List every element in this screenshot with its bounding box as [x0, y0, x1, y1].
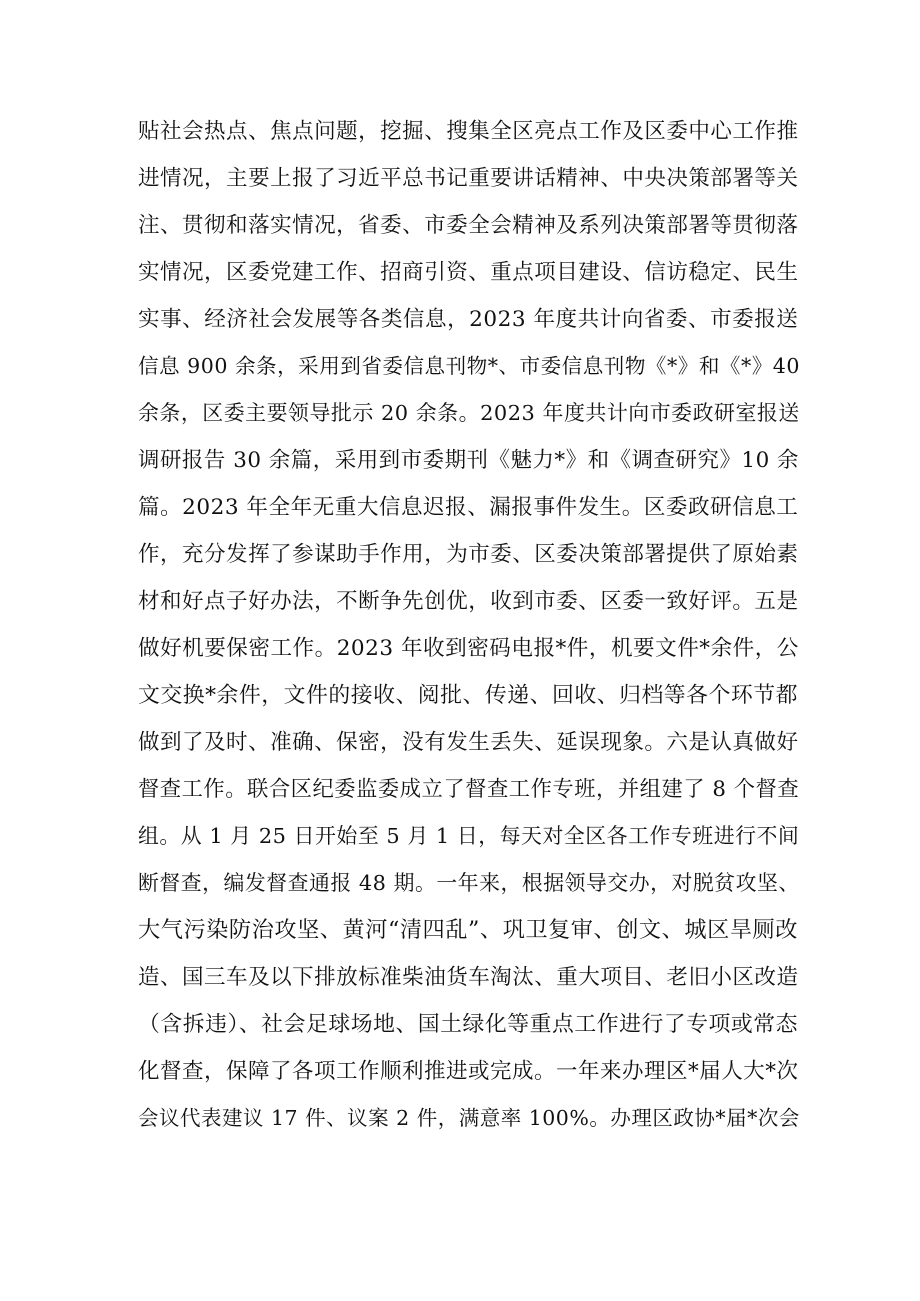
text-line: 余条，区委主要领导批示 20 余条。2023 年度共计向市委政研室报送 [138, 401, 800, 425]
text-line: 实事、经济社会发展等各类信息，2023 年度共计向省委、市委报送 [138, 307, 799, 332]
text-line: 文交换*余件，文件的接收、阅批、传递、回收、归档等各个环节都 [138, 683, 798, 708]
text-line: 断督查，编发督查通报 48 期。一年来，根据领导交办，对脱贫攻坚、 [138, 871, 800, 895]
text-line: 贴社会热点、焦点问题，挖掘、搜集全区亮点工作及区委中心工作推 [138, 119, 799, 144]
text-line: 造、国三车及以下排放标准柴油货车淘汰、重大项目、老旧小区改造 [138, 965, 799, 990]
text-line: 做到了及时、准确、保密，没有发生丢失、延误现象。六是认真做好 [138, 730, 799, 755]
text-line: 进情况，主要上报了习近平总书记重要讲话精神、中央决策部署等关 [138, 166, 799, 191]
text-line: 会议代表建议 17 件、议案 2 件，满意率 100%。办理区政协*届*次会 [138, 1106, 800, 1130]
text-line: 注、贯彻和落实情况，省委、市委全会精神及系列决策部署等贯彻落 [138, 213, 799, 238]
body-paragraph [138, 108, 798, 1142]
text-line: 组。从 1 月 25 日开始至 5 月 1 日，每天对全区各工作专班进行不间 [138, 824, 800, 848]
text-line: 大气污染防治攻坚、黄河“清四乱”、巩卫复审、创文、城区旱厕改 [138, 917, 798, 943]
text-line: 材和好点子好办法，不断争先创优，收到市委、区委一致好评。五是 [138, 589, 799, 614]
text-line: 化督查，保障了各项工作顺利推进或完成。一年来办理区*届人大*次 [138, 1059, 799, 1084]
text-line: 篇。2023 年全年无重大信息迟报、漏报事件发生。区委政研信息工 [138, 495, 799, 520]
text-line: 调研报告 30 余篇，采用到市委期刊《魅力*》和《调查研究》10 余 [138, 448, 800, 473]
text-line: 实情况，区委党建工作、招商引资、重点项目建设、信访稳定、民生 [138, 260, 799, 285]
text-line: （含拆违）、社会足球场地、国土绿化等重点工作进行了专项或常态 [138, 1012, 798, 1037]
text-line: 督查工作。联合区纪委监委成立了督查工作专班，并组建了 8 个督查 [138, 777, 800, 802]
text-line: 作，充分发挥了参谋助手作用，为市委、区委决策部署提供了原始素 [138, 542, 799, 567]
text-line: 做好机要保密工作。2023 年收到密码电报*件，机要文件*余件，公 [138, 636, 799, 661]
text-line: 信息 900 余条，采用到省委信息刊物*、市委信息刊物《*》和《*》40 [138, 354, 800, 378]
